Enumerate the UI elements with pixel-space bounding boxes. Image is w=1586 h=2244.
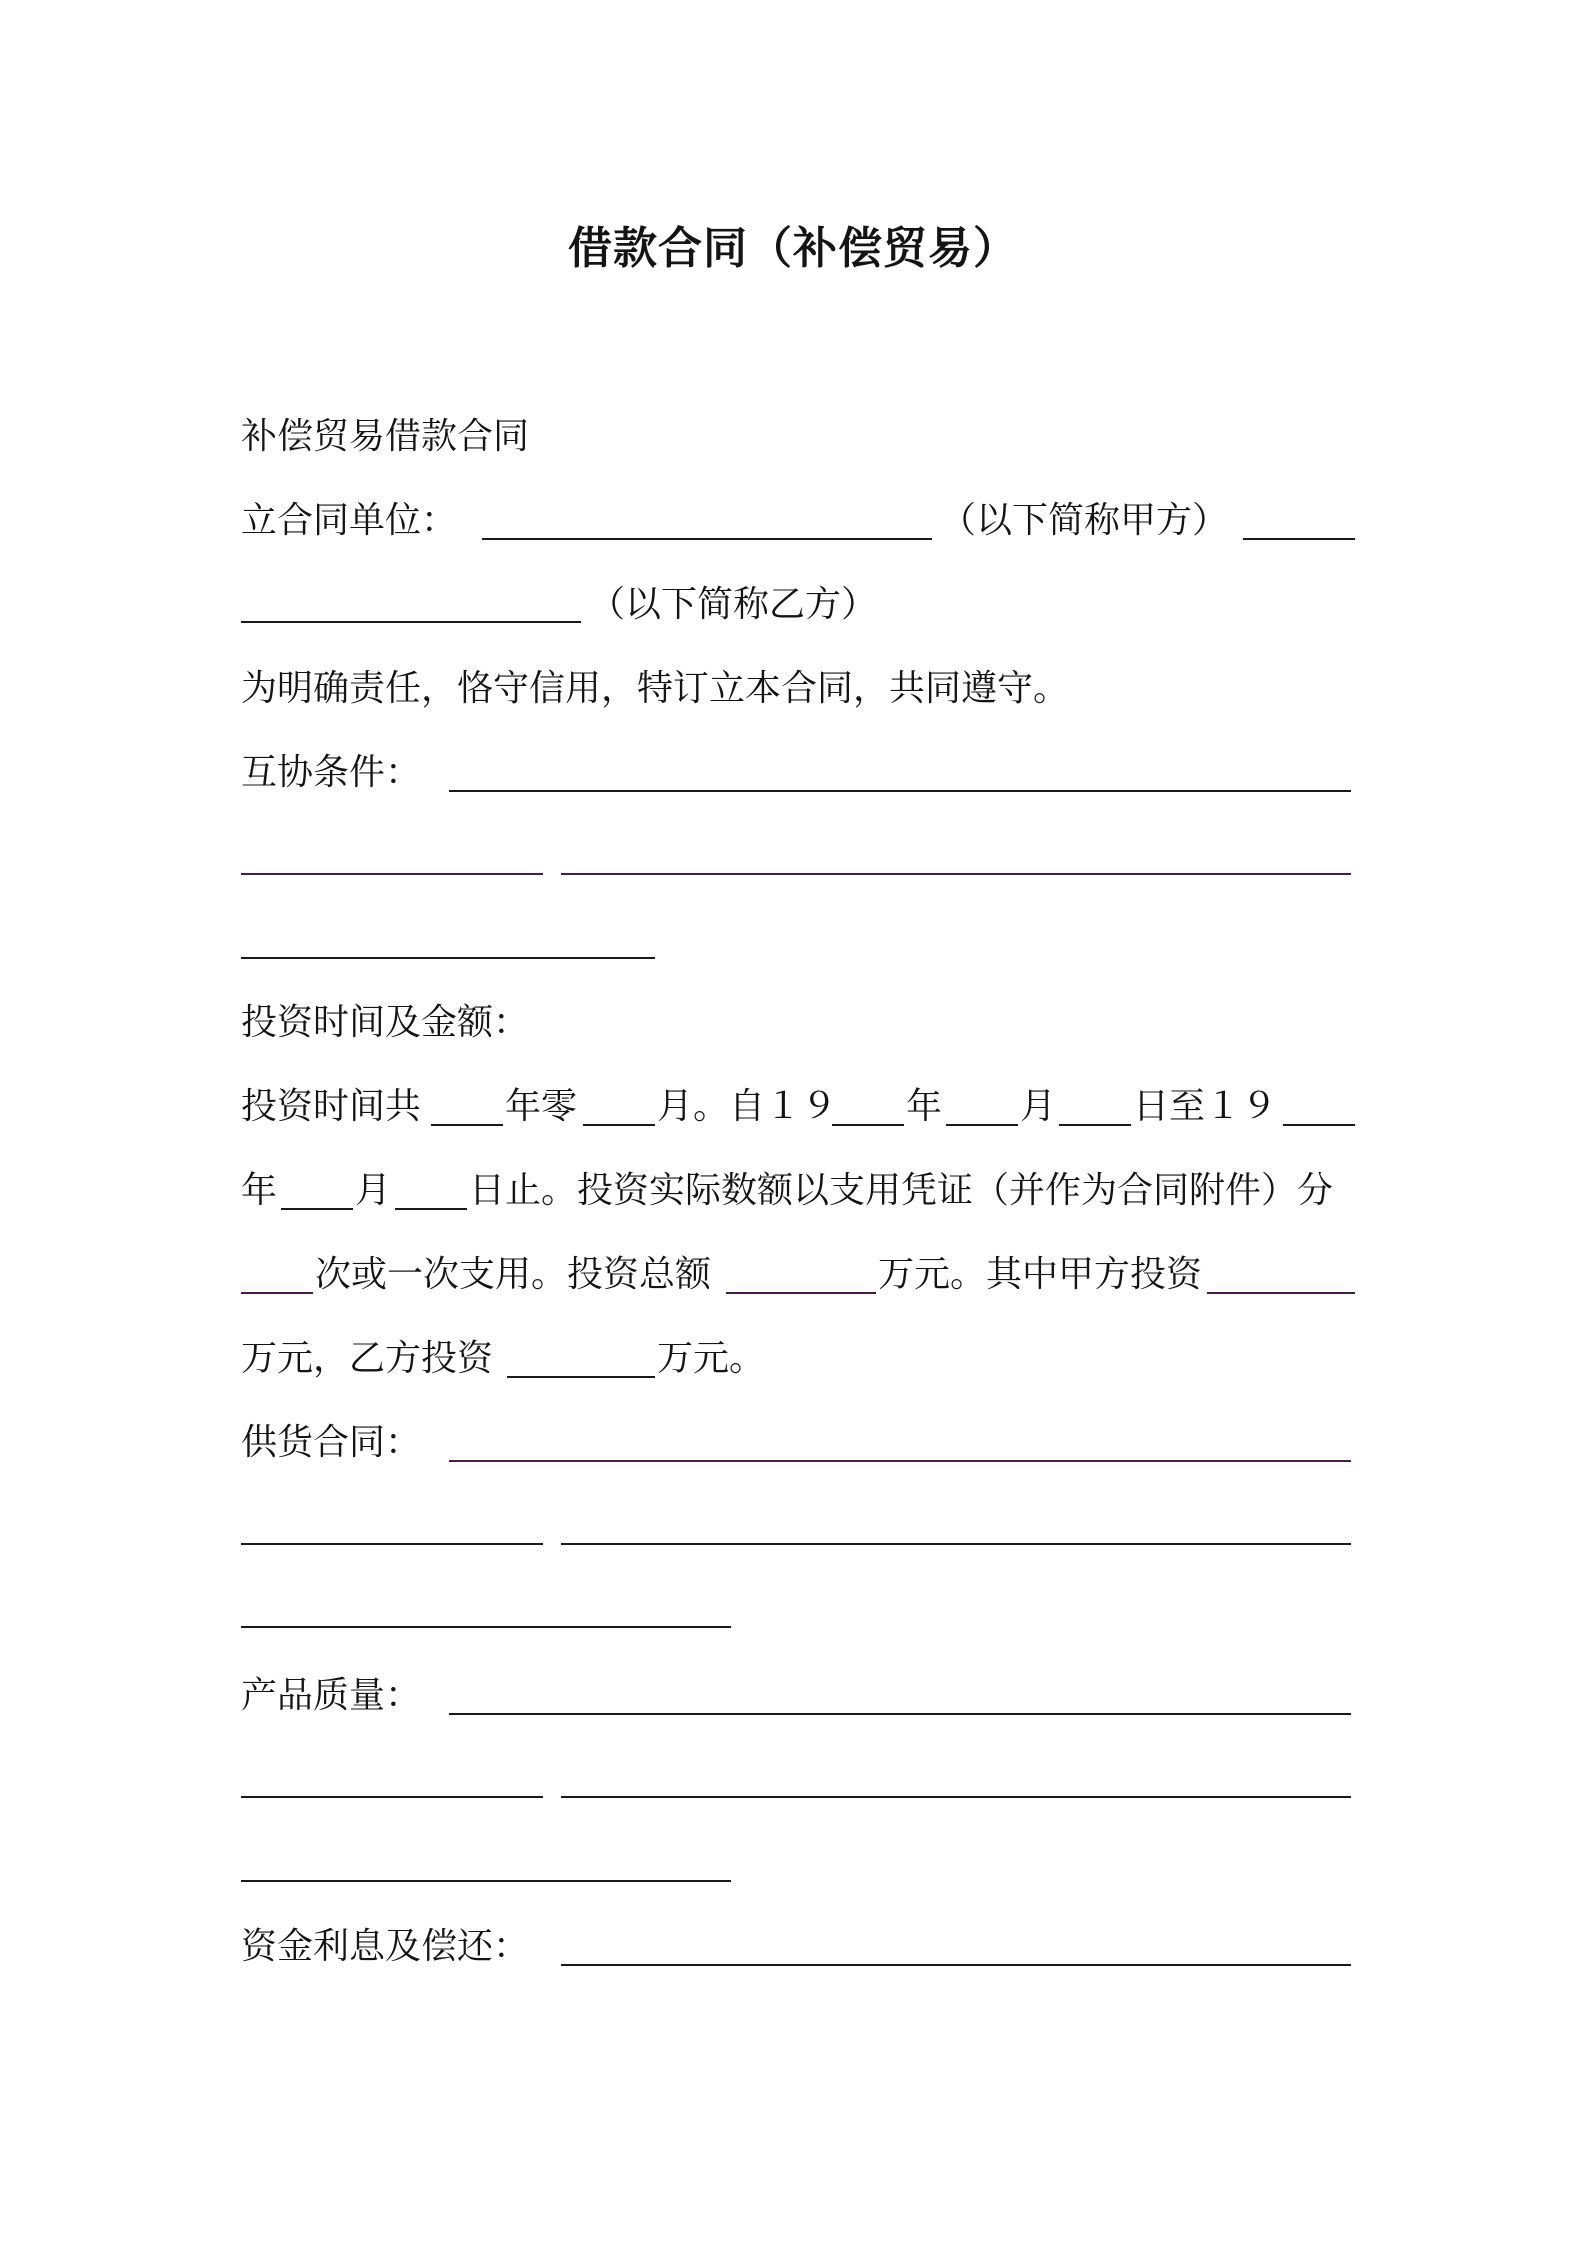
installments-blank[interactable] — [241, 1292, 313, 1294]
funds-interest-blank[interactable] — [561, 1964, 1351, 1966]
contract-subtitle: 补偿贸易借款合同 — [241, 416, 530, 457]
investment-line1-text-2: 年零 — [505, 1086, 578, 1127]
funds-interest-label: 资金利息及偿还： — [241, 1926, 530, 1967]
investment-line1-text-4: 年 — [906, 1086, 943, 1127]
document-title: 借款合同（补偿贸易） — [568, 223, 1018, 274]
investment-months-blank[interactable] — [583, 1124, 655, 1126]
product-quality-blank-2a[interactable] — [241, 1796, 543, 1798]
mutual-conditions-blank-1[interactable] — [449, 790, 1351, 792]
start-month-blank[interactable] — [946, 1124, 1018, 1126]
product-quality-blank-2b[interactable] — [561, 1796, 1351, 1798]
party-a-investment-blank[interactable] — [1207, 1292, 1355, 1294]
investment-line2-text-2: 月 — [355, 1170, 392, 1211]
party-a-suffix: （以下简称甲方） — [940, 500, 1229, 541]
investment-line1-text-1: 投资时间共 — [241, 1086, 422, 1127]
supply-contract-blank-3[interactable] — [241, 1626, 731, 1628]
supply-contract-blank-2b[interactable] — [561, 1543, 1351, 1545]
supply-contract-label: 供货合同： — [241, 1422, 422, 1463]
start-day-blank[interactable] — [1059, 1124, 1131, 1126]
supply-contract-blank-2a[interactable] — [241, 1543, 543, 1545]
investment-line3-text-1: 次或一次支用。投资总额 — [315, 1254, 712, 1295]
end-day-blank[interactable] — [395, 1208, 467, 1210]
investment-line2-text-3: 日止。投资实际数额以支用凭证（并作为合同附件）分 — [469, 1170, 1334, 1211]
supply-contract-blank-1[interactable] — [449, 1460, 1351, 1462]
investment-heading: 投资时间及金额： — [241, 1002, 530, 1043]
mutual-conditions-blank-2b[interactable] — [561, 873, 1351, 875]
product-quality-blank-1[interactable] — [449, 1713, 1351, 1715]
product-quality-blank-3[interactable] — [241, 1880, 731, 1882]
preamble-text: 为明确责任，恪守信用，特订立本合同，共同遵守。 — [241, 668, 1070, 709]
investment-line1-text-6: 日至１９ — [1133, 1086, 1278, 1127]
investment-line4-text-1: 万元，乙方投资 — [241, 1338, 494, 1379]
party-b-suffix: （以下简称乙方） — [589, 584, 878, 625]
party-b-blank-start[interactable] — [1243, 538, 1355, 540]
total-investment-blank[interactable] — [726, 1292, 876, 1294]
investment-line4-text-2: 万元。 — [657, 1338, 766, 1379]
mutual-conditions-blank-2a[interactable] — [241, 873, 543, 875]
start-year-blank[interactable] — [832, 1124, 904, 1126]
party-a-blank[interactable] — [482, 538, 932, 540]
mutual-conditions-blank-3[interactable] — [241, 957, 655, 959]
end-year-blank[interactable] — [1283, 1124, 1355, 1126]
investment-line2-text-1: 年 — [241, 1170, 278, 1211]
investment-line3-text-2: 万元。其中甲方投资 — [878, 1254, 1203, 1295]
investment-line1-text-3: 月。自１９ — [657, 1086, 838, 1127]
parties-label: 立合同单位： — [241, 500, 458, 541]
investment-line1-text-5: 月 — [1020, 1086, 1057, 1127]
product-quality-label: 产品质量： — [241, 1675, 422, 1716]
end-month-blank[interactable] — [281, 1208, 353, 1210]
investment-years-blank[interactable] — [431, 1124, 503, 1126]
party-b-investment-blank[interactable] — [507, 1376, 655, 1378]
party-b-blank-end[interactable] — [241, 621, 581, 623]
mutual-conditions-label: 互协条件： — [241, 752, 422, 793]
